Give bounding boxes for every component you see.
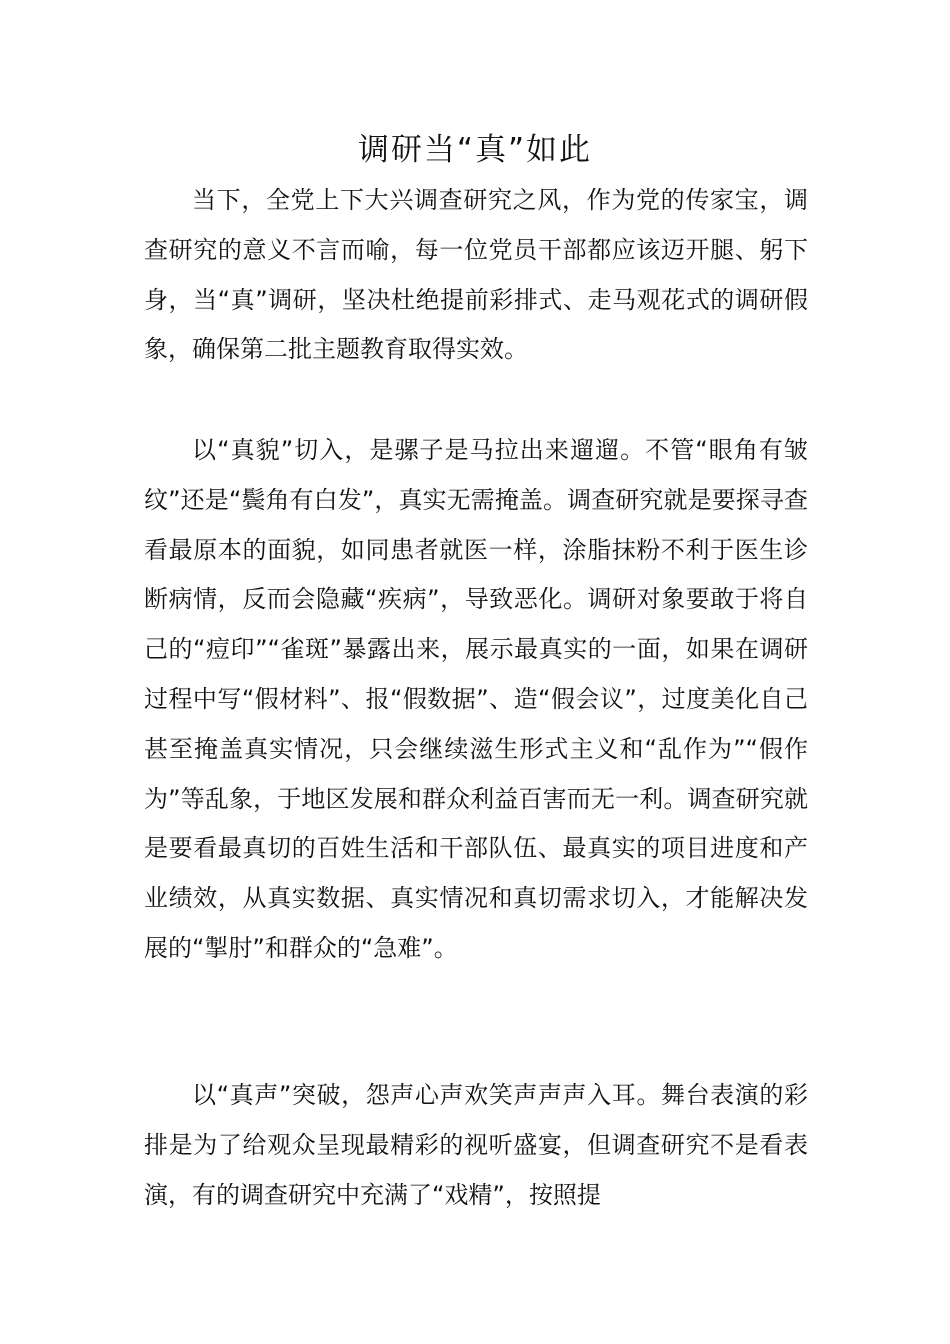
paragraph-intro: 当下，全党上下大兴调查研究之风，作为党的传家宝，调查研究的意义不言而喻，每一位党员干部都应该迈开腿、躬下身，当“真”调研，坚决杜绝提前彩排式、走马观花式的调研假象，确保第二批主题教育取得实效。: [144, 186, 808, 364]
document-title: 调研当“真”如此: [357, 132, 593, 168]
paragraph-true-appearance: 以“真貌”切入，是骡子是马拉出来遛遛。不管“眼角有皱纹”还是“鬓角有白发”，真实无需掩盖。调查研究就是要探寻查看最原本的面貌，如同患者就医一样，涂脂抹粉不利于医生诊断病情，反而会隐藏“疾病”，导致恶化。调研对象要敢于将自己的“痘印”“雀斑”暴露出来，展示最真实的一面，如果在调研过程中写“假材料”、报“假数据”、造“假会议”，过度美化自己甚至掩盖真实情况，只会继续滋生形式主义和“乱作为”“假作为”等乱象，于地区发展和群众利益百害而无一利。调查研究就是要看最真切的百姓生活和干部队伍、最真实的项目进度和产业绩效，从真实数据、真实情况和真切需求切入，才能解决发展的“掣肘”和群众的“急难”。: [144, 436, 808, 962]
paragraph-true-voice: 以“真声”突破，怨声心声欢笑声声声入耳。舞台表演的彩排是为了给观众呈现最精彩的视听盛宴，但调查研究不是看表演，有的调查研究中充满了“戏精”，按照提: [144, 1081, 808, 1209]
